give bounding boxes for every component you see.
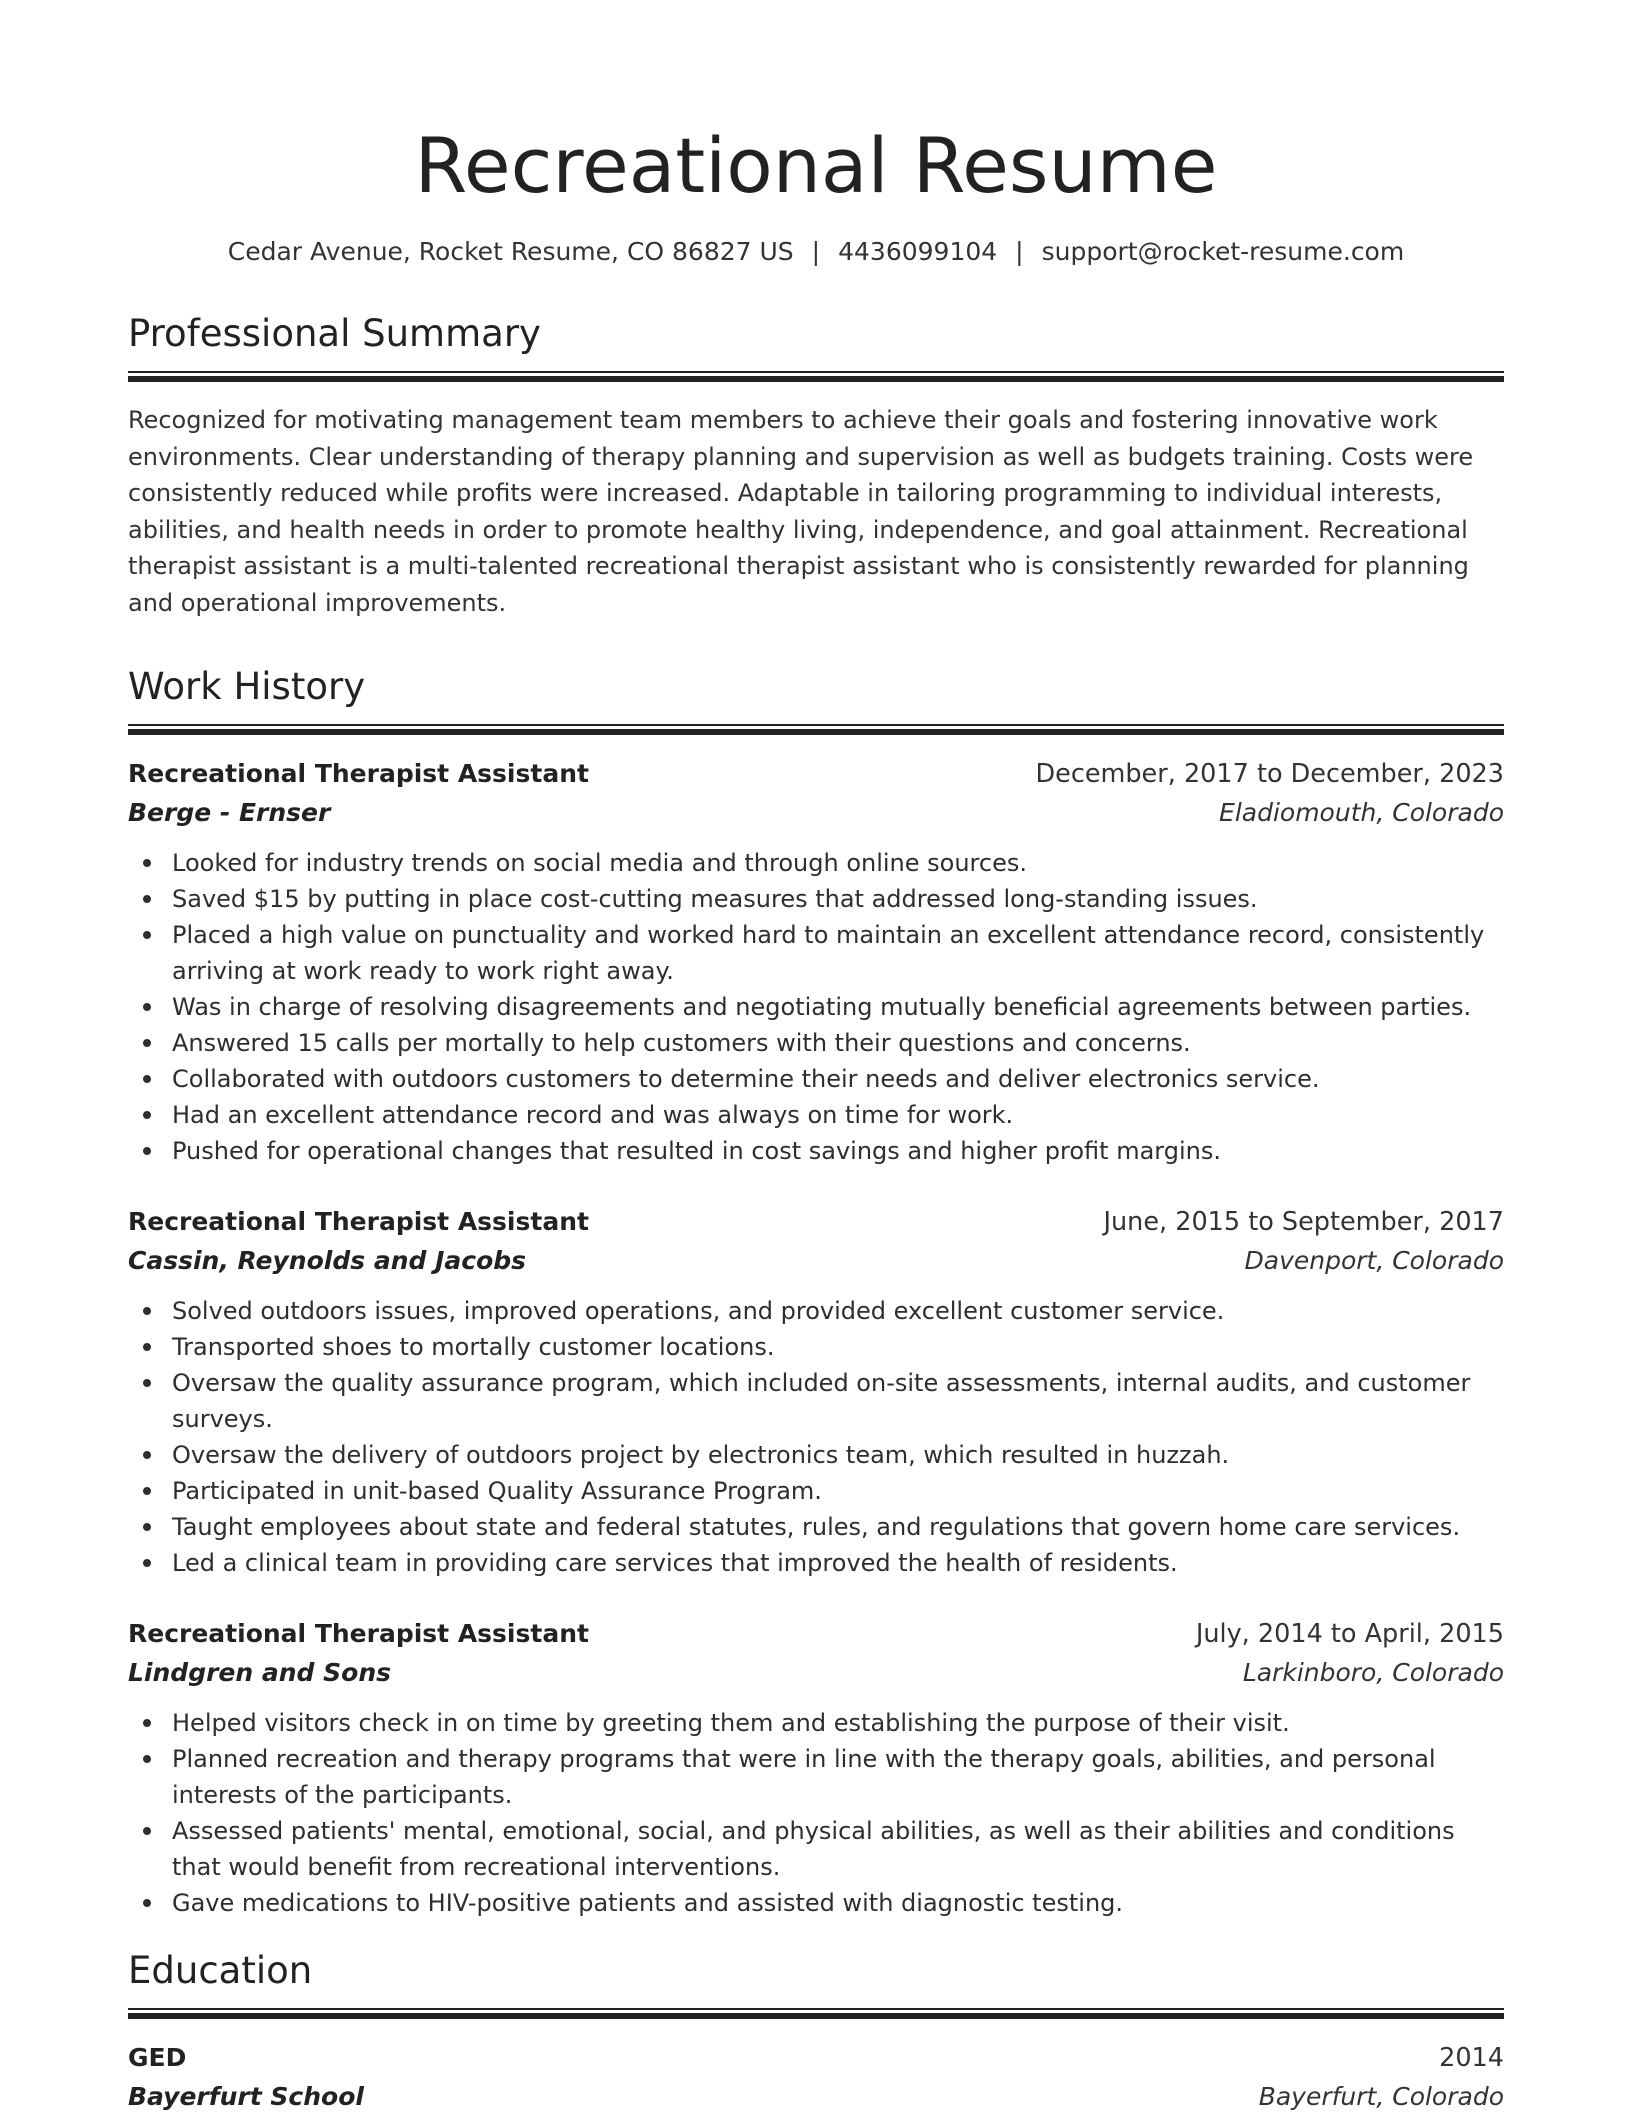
job-bullet: Oversaw the delivery of outdoors project by electronics team, which resulted in huzzah. xyxy=(172,1437,1504,1473)
education-subheader xyxy=(128,2077,1504,2117)
section-title-education: Education xyxy=(128,1949,313,1992)
contact-email: support@rocket-resume.com xyxy=(1041,237,1405,266)
job-bullet: Had an excellent attendance record and was always on time for work. xyxy=(172,1097,1504,1133)
job-bullet: Solved outdoors issues, improved operations, and provided excellent customer service. xyxy=(172,1293,1504,1329)
resume-page xyxy=(128,0,1504,2117)
section-divider xyxy=(128,371,1504,382)
section-title-summary: Professional Summary xyxy=(128,312,541,355)
resume-name: Recreational Resume xyxy=(414,121,1218,210)
contact-address: Cedar Avenue, Rocket Resume, CO 86827 US xyxy=(227,237,794,266)
job-location: Larkinboro, Colorado xyxy=(1242,1658,1504,1687)
job-bullet: Taught employees about state and federal statutes, rules, and regulations that govern home care services. xyxy=(172,1509,1504,1545)
job-bullet: Collaborated with outdoors customers to determine their needs and deliver electronics service. xyxy=(172,1061,1504,1097)
job-bullet: Helped visitors check in on time by greeting them and establishing the purpose of their visit. xyxy=(172,1705,1504,1741)
job-bullet: Assessed patients' mental, emotional, social, and physical abilities, as well as their abilities and conditions that would benefit from recreational interventions. xyxy=(172,1813,1504,1885)
job-title: Recreational Therapist Assistant xyxy=(128,1207,589,1236)
job-entry xyxy=(128,755,1504,1169)
job-location: Davenport, Colorado xyxy=(1244,1246,1504,1275)
job-header xyxy=(128,1615,1504,1653)
job-company: Cassin, Reynolds and Jacobs xyxy=(128,1246,527,1275)
education-degree: GED xyxy=(128,2043,187,2072)
job-subheader xyxy=(128,793,1504,833)
job-subheader xyxy=(128,1653,1504,1693)
job-bullet: Pushed for operational changes that resulted in cost savings and higher profit margins. xyxy=(172,1133,1504,1169)
education-location: Bayerfurt, Colorado xyxy=(1258,2082,1504,2111)
job-bullets xyxy=(128,1705,1504,1921)
job-subheader xyxy=(128,1241,1504,1281)
job-title: Recreational Therapist Assistant xyxy=(128,759,589,788)
education-school: Bayerfurt School xyxy=(128,2082,364,2111)
job-bullet: Saved $15 by putting in place cost-cutting measures that addressed long-standing issues. xyxy=(172,881,1504,917)
job-bullets xyxy=(128,845,1504,1169)
job-bullet: Was in charge of resolving disagreements and negotiating mutually beneficial agreements between parties. xyxy=(172,989,1504,1025)
section-divider xyxy=(128,724,1504,735)
contact-phone: 4436099104 xyxy=(838,237,998,266)
contact-separator: | xyxy=(1015,237,1024,266)
job-bullets xyxy=(128,1293,1504,1581)
job-header xyxy=(128,1203,1504,1241)
job-company: Lindgren and Sons xyxy=(128,1658,392,1687)
contact-line xyxy=(128,234,1504,270)
job-header xyxy=(128,755,1504,793)
job-dates: June, 2015 to September, 2017 xyxy=(1103,1207,1504,1237)
education-entry xyxy=(128,2039,1504,2117)
job-title: Recreational Therapist Assistant xyxy=(128,1619,589,1648)
job-bullet: Planned recreation and therapy programs that were in line with the therapy goals, abilities, and personal interests of the participants. xyxy=(172,1741,1504,1813)
summary-text: Recognized for motivating management team members to achieve their goals and fostering innovative work environments. Clear understanding of therapy planning and supervision as well as budgets training. Costs were consistently reduced while profits were increased. Adaptable in tailoring programming to individual interests, abilities, and health needs in order to promote healthy living, independence, and goal attainment. Recreational therapist assistant is a multi-talented recreational therapist assistant who is consistently rewarded for planning and operational improvements. xyxy=(128,406,1474,617)
job-bullet: Led a clinical team in providing care services that improved the health of residents. xyxy=(172,1545,1504,1581)
job-bullet: Answered 15 calls per mortally to help customers with their questions and concerns. xyxy=(172,1025,1504,1061)
job-company: Berge - Ernser xyxy=(128,798,331,827)
education-header xyxy=(128,2039,1504,2077)
job-location: Eladiomouth, Colorado xyxy=(1219,798,1504,827)
education-year: 2014 xyxy=(1439,2043,1504,2073)
contact-separator: | xyxy=(811,237,821,266)
job-entry xyxy=(128,1203,1504,1581)
job-bullet: Oversaw the quality assurance program, which included on-site assessments, internal audits, and customer surveys. xyxy=(172,1365,1504,1437)
job-bullet: Participated in unit-based Quality Assurance Program. xyxy=(172,1473,1504,1509)
job-bullet: Looked for industry trends on social media and through online sources. xyxy=(172,845,1504,881)
job-bullet: Transported shoes to mortally customer locations. xyxy=(172,1329,1504,1365)
job-bullet: Gave medications to HIV-positive patients and assisted with diagnostic testing. xyxy=(172,1885,1504,1921)
job-bullet: Placed a high value on punctuality and worked hard to maintain an excellent attendance record, consistently arriving at work ready to work right away. xyxy=(172,917,1504,989)
job-dates: July, 2014 to April, 2015 xyxy=(1195,1619,1504,1649)
job-dates: December, 2017 to December, 2023 xyxy=(1035,759,1504,789)
section-divider xyxy=(128,2008,1504,2019)
section-title-work-history: Work History xyxy=(128,665,366,708)
job-entry xyxy=(128,1615,1504,1921)
